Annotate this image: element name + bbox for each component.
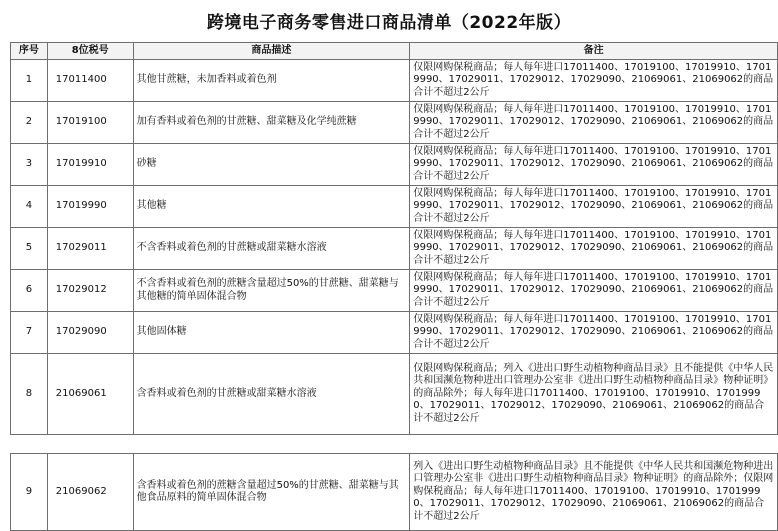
cell-desc: 不含香料或着色剂的甘蔗糖或甜菜糖水溶液 <box>133 228 410 270</box>
cell-code: 17019910 <box>47 144 133 186</box>
cell-note: 仅限网购保税商品；每人每年进口17011400、17019100、17019910、17019990、17029011、17029012、17029090、21069061、21069062的商品合计不超过2公斤 <box>410 60 778 102</box>
cell-code: 17011400 <box>47 60 133 102</box>
table-row <box>11 354 778 435</box>
cell-desc: 砂糖 <box>133 144 410 186</box>
cell-note: 列入《进出口野生动植物种商品目录》且不能提供《中华人民共和国濒危物种进出口管理办公室非《进出口野生动植物种商品目录》物种证明》的商品除外；仅限网购保税商品；每人每年进口17011400、17019100、17019910、17019990、17029011、17029012、17029090、21069061、21069062的商品合计不超过2公斤 <box>410 454 778 531</box>
cell-note: 仅限网购保税商品；每人每年进口17011400、17019100、17019910、17019990、17029011、17029012、17029090、21069061、21069062的商品合计不超过2公斤 <box>410 102 778 144</box>
cell-note: 仅限网购保税商品；列入《进出口野生动植物种商品目录》且不能提供《中华人民共和国濒危物种进出口管理办公室非《进出口野生动植物种商品目录》物种证明》的商品除外；每人每年进口17011400、17019100、17019910、17019990、17029011、17029012、17029090、21069061、21069062的商品合计不超过2公斤 <box>410 354 778 435</box>
col-header-no: 序号 <box>11 43 48 60</box>
col-header-code: 8位税号 <box>47 43 133 60</box>
cell-no: 1 <box>11 60 48 102</box>
table-row <box>11 312 778 354</box>
cell-no: 2 <box>11 102 48 144</box>
cell-desc: 不含香料或着色剂的蔗糖含量超过50%的甘蔗糖、甜菜糖与其他糖的简单固体混合物 <box>133 270 410 312</box>
goods-table <box>10 42 778 531</box>
cell-code: 21069062 <box>47 454 133 531</box>
cell-no: 6 <box>11 270 48 312</box>
cell-code: 17029090 <box>47 312 133 354</box>
cell-desc: 其他糖 <box>133 186 410 228</box>
cell-desc: 含香料或着色剂的蔗糖含量超过50%的甘蔗糖、甜菜糖与其他食品原料的简单固体混合物 <box>133 454 410 531</box>
col-header-note: 备注 <box>410 43 778 60</box>
cell-no: 3 <box>11 144 48 186</box>
cell-note: 仅限网购保税商品；每人每年进口17011400、17019100、17019910、17019990、17029011、17029012、17029090、21069061、21069062的商品合计不超过2公斤 <box>410 312 778 354</box>
cell-desc: 加有香料或着色剂的甘蔗糖、甜菜糖及化学纯蔗糖 <box>133 102 410 144</box>
table-row <box>11 60 778 102</box>
cell-note: 仅限网购保税商品；每人每年进口17011400、17019100、17019910、17019990、17029011、17029012、17029090、21069061、21069062的商品合计不超过2公斤 <box>410 144 778 186</box>
gap-cell <box>11 435 778 454</box>
page-break-gap <box>11 435 778 454</box>
cell-no: 8 <box>11 354 48 435</box>
cell-no: 7 <box>11 312 48 354</box>
table-row <box>11 186 778 228</box>
page-title: 跨境电子商务零售进口商品清单（2022年版） <box>206 13 572 33</box>
cell-note: 仅限网购保税商品；每人每年进口17011400、17019100、17019910、17019990、17029011、17029012、17029090、21069061、21069062的商品合计不超过2公斤 <box>410 228 778 270</box>
cell-desc: 含香料或着色剂的甘蔗糖或甜菜糖水溶液 <box>133 354 410 435</box>
cell-no: 9 <box>11 454 48 531</box>
cell-code: 17029011 <box>47 228 133 270</box>
cell-note: 仅限网购保税商品；每人每年进口17011400、17019100、17019910、17019990、17029011、17029012、17029090、21069061、21069062的商品合计不超过2公斤 <box>410 186 778 228</box>
cell-code: 17029012 <box>47 270 133 312</box>
cell-no: 4 <box>11 186 48 228</box>
cell-note: 仅限网购保税商品；每人每年进口17011400、17019100、17019910、17019990、17029011、17029012、17029090、21069061、21069062的商品合计不超过2公斤 <box>410 270 778 312</box>
table-row <box>11 102 778 144</box>
cell-code: 21069061 <box>47 354 133 435</box>
col-header-desc: 商品描述 <box>133 43 410 60</box>
table-row <box>11 144 778 186</box>
cell-desc: 其他固体糖 <box>133 312 410 354</box>
cell-code: 17019990 <box>47 186 133 228</box>
table-row <box>11 270 778 312</box>
cell-desc: 其他甘蔗糖，未加香料或着色剂 <box>133 60 410 102</box>
cell-code: 17019100 <box>47 102 133 144</box>
cell-no: 5 <box>11 228 48 270</box>
header-row <box>11 43 778 60</box>
table-row <box>11 228 778 270</box>
